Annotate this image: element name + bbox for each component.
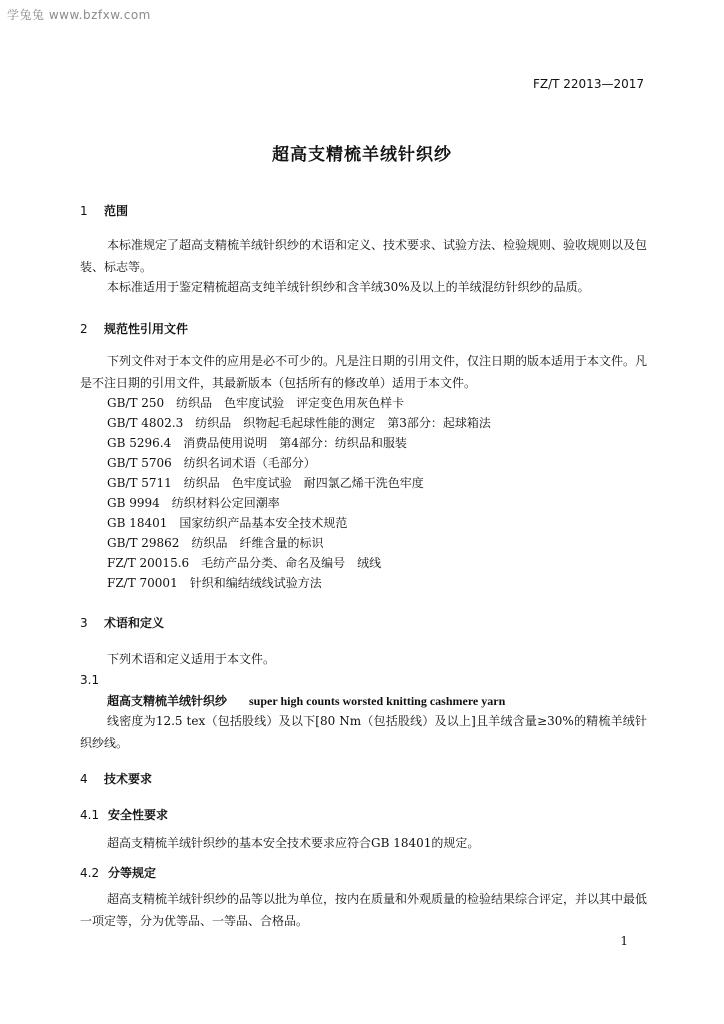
scope-paragraph-2: 本标准适用于鉴定精梳超高支纯羊绒针织纱和含羊绒30%及以上的羊绒混纺针织纱的品质。: [107, 280, 590, 294]
reference-item: GB/T 5711 纺织品 色牢度试验 耐四氯乙烯干洗色牢度: [107, 476, 424, 490]
references-intro: 下列文件对于本文件的应用是必不可少的。凡是注日期的引用文件，仅注日期的版本适用于本文件。凡是不注日期的引用文件，其最新版本（包括所有的修改单）适用于本文件。: [80, 354, 648, 390]
standard-number: FZ/T 22013—2017: [532, 77, 644, 91]
grading-paragraph: 超高支精梳羊绒针织纱的品等以批为单位，按内在质量和外观质量的检验结果综合评定，并以其中最低一项定等，分为优等品、一等品、合格品。: [80, 892, 648, 928]
section-title: 规范性引用文件: [104, 322, 189, 336]
reference-item: GB 5296.4 消费品使用说明 第4部分：纺织品和服装: [107, 436, 407, 450]
section-title: 分等规定: [108, 866, 157, 880]
document-title: 超高支精梳羊绒针织纱: [272, 145, 452, 165]
section-4-2-heading: [80, 864, 156, 881]
terms-intro: 下列术语和定义适用于本文件。: [107, 652, 276, 666]
reference-item: GB/T 250 纺织品 色牢度试验 评定变色用灰色样卡: [107, 396, 405, 410]
reference-item: FZ/T 20015.6 毛纺产品分类、命名及编号 绒线: [107, 556, 382, 570]
reference-item: GB/T 5706 纺织名词术语（毛部分）: [107, 456, 316, 470]
term-heading: [107, 692, 505, 709]
section-title: 安全性要求: [108, 808, 169, 822]
section-title: 技术要求: [104, 772, 153, 786]
reference-item: GB/T 29862 纺织品 纤维含量的标识: [107, 536, 324, 550]
section-2-heading: [80, 320, 188, 337]
reference-item: GB 9994 纺织材料公定回潮率: [107, 496, 280, 510]
section-number: 4.2: [80, 866, 100, 880]
section-1-heading: [80, 202, 128, 219]
reference-item: GB/T 4802.3 纺织品 织物起毛起球性能的测定 第3部分：起球箱法: [107, 416, 491, 430]
reference-item: GB 18401 国家纺织产品基本安全技术规范: [107, 516, 348, 530]
section-title: 范围: [104, 204, 129, 218]
section-number: 4.1: [80, 808, 100, 822]
watermark: 学兔兔 www.bzfxw.com: [7, 8, 151, 22]
term-definition: 线密度为12.5 tex（包括股线）及以下[80 Nm（包括股线）及以上]且羊绒含量≥30%的精梳羊绒针织纱线。: [80, 714, 647, 750]
term-number: 3.1: [80, 673, 100, 687]
reference-item: FZ/T 70001 针织和编结绒线试验方法: [107, 576, 322, 590]
section-number: 4: [80, 772, 88, 786]
safety-paragraph: 超高支精梳羊绒针织纱的基本安全技术要求应符合GB 18401的规定。: [107, 836, 480, 850]
section-4-heading: [80, 770, 152, 787]
section-title: 术语和定义: [104, 616, 165, 630]
section-number: 3: [80, 616, 88, 630]
section-number: 2: [80, 322, 88, 336]
section-4-1-heading: [80, 806, 168, 823]
section-3-heading: [80, 614, 164, 631]
page-number: 1: [620, 934, 628, 948]
scope-paragraph-1: 本标准规定了超高支精梳羊绒针织纱的术语和定义、技术要求、试验方法、检验规则、验收规则以及包装、标志等。: [80, 238, 648, 274]
section-number: 1: [80, 204, 88, 218]
term-chinese: 超高支精梳羊绒针织纱: [107, 694, 228, 708]
term-english: super high counts worsted knitting cashmere yarn: [249, 694, 506, 708]
